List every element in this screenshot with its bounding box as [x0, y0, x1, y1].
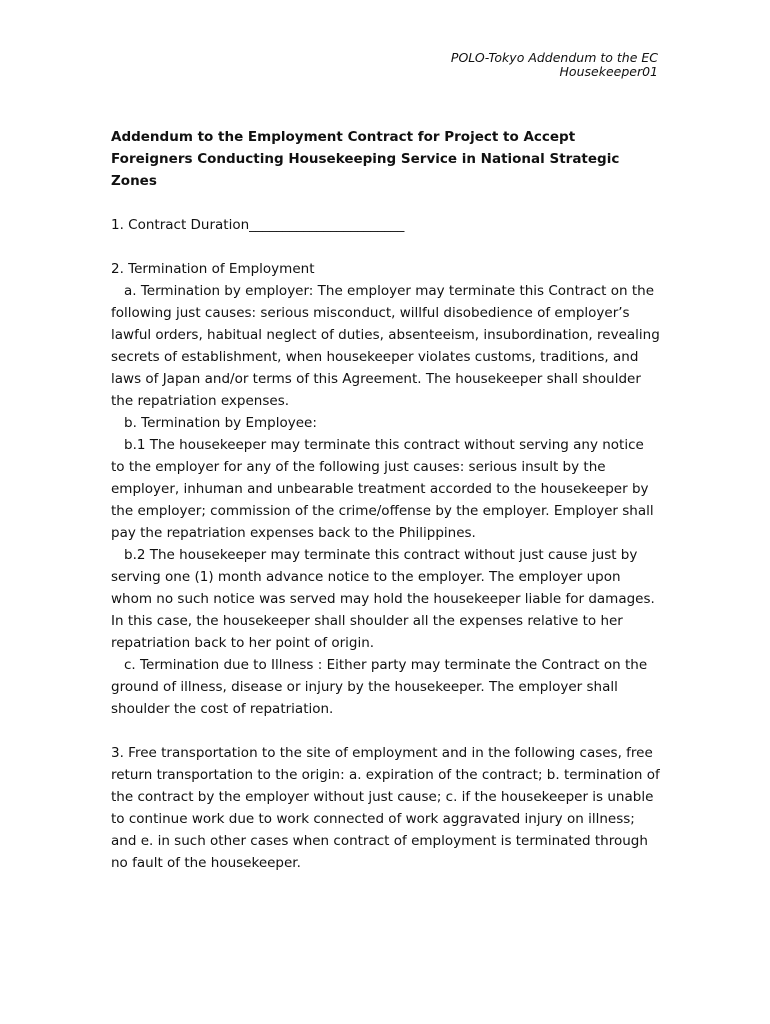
document-body	[111, 126, 661, 874]
header-line-1: POLO-Tokyo Addendum to the EC	[450, 50, 658, 65]
spacer	[111, 192, 661, 214]
termination-by-employer: a. Termination by employer: The employer may terminate this Contract on the following just causes: serious misconduct, willful disobedience of employer’s lawful orders, habitual neglect of duties, absenteeism, insubordination, revealing secrets of establishment, when housekeeper violates customs, traditions, and laws of Japan and/or terms of this Agreement. The housekeeper shall shoulder the repatriation expenses.	[111, 283, 660, 409]
header-line-2: Housekeeper01	[559, 64, 658, 79]
termination-by-employee-heading: b. Termination by Employee:	[124, 415, 317, 431]
page-header	[451, 51, 658, 79]
document-title: Addendum to the Employment Contract for Project to Accept Foreigners Conducting Housekeeping Service in National Strategic Zones	[111, 129, 620, 189]
termination-due-to-illness: c. Termination due to Illness : Either party may terminate the Contract on the ground of illness, disease or injury by the housekeeper. The employer shall shoulder the cost of repatriation.	[111, 657, 648, 717]
section-free-transportation: 3. Free transportation to the site of employment and in the following cases, free return transportation to the origin: a. expiration of the contract; b. termination of the contract by the employer without just cause; c. if the housekeeper is unable to continue work due to work connected of work aggravated injury on illness; and e. in such other cases when contract of employment is terminated through no fault of the housekeeper.	[111, 745, 660, 871]
section-termination-heading: 2. Termination of Employment	[111, 261, 315, 277]
section-contract-duration: 1. Contract Duration_______________________	[111, 217, 405, 233]
spacer	[111, 236, 661, 258]
spacer	[111, 720, 661, 742]
termination-by-employee-b1: b.1 The housekeeper may terminate this contract without serving any notice to the employer for any of the following just causes: serious insult by the employer, inhuman and unbearable treatment accorded to the housekeeper by the employer; commission of the crime/offense by the employer. Employer shall pay the repatriation expenses back to the Philippines.	[111, 437, 654, 541]
termination-by-employee-b2: b.2 The housekeeper may terminate this contract without just cause just by serving one (1) month advance notice to the employer. The employer upon whom no such notice was served may hold the housekeeper liable for damages. In this case, the housekeeper shall shoulder all the expenses relative to her repatriation back to her point of origin.	[111, 547, 655, 651]
